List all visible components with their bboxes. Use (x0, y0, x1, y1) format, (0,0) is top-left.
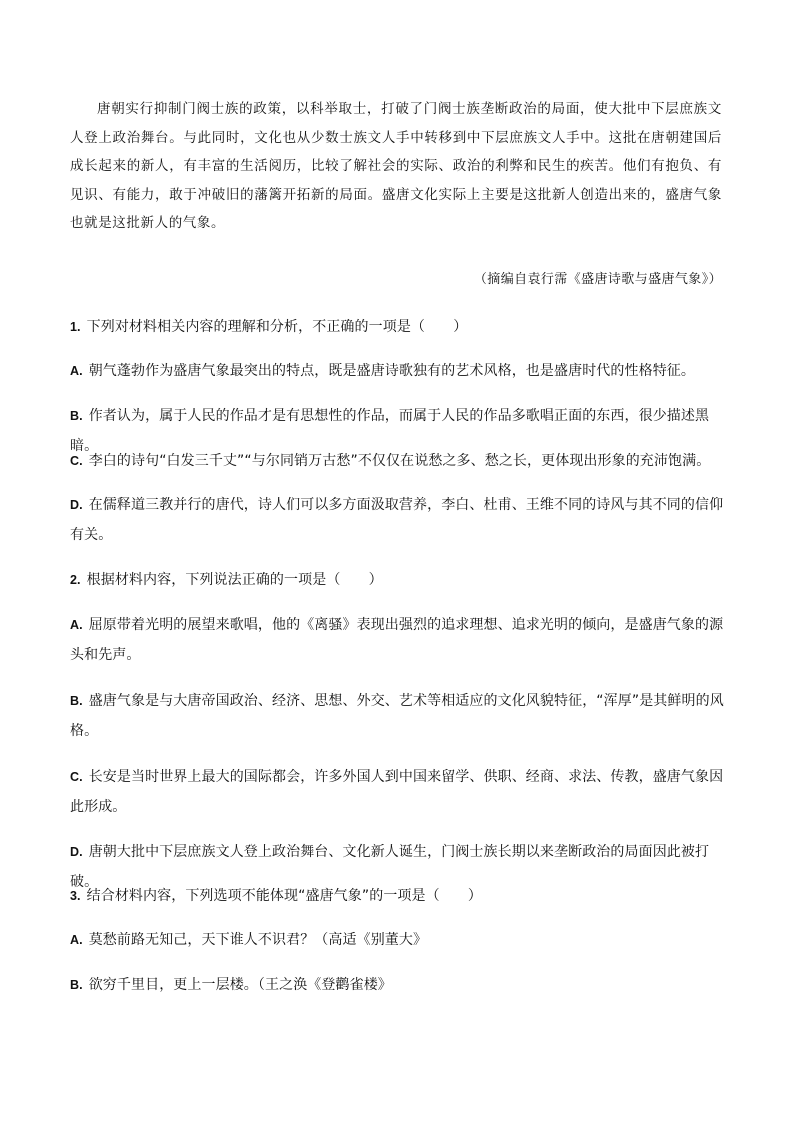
question-text: 根据材料内容，下列说法正确的一项是（ ） (86, 572, 383, 588)
option-letter: D. (70, 498, 83, 512)
option-letter: A. (70, 364, 83, 378)
question-2-stem (70, 565, 724, 595)
question-number: 3. (70, 889, 81, 903)
option-letter: C. (70, 454, 83, 468)
option-text: 欲穷千里目，更上一层楼。（王之涣《登鹳雀楼》 (88, 977, 392, 993)
question-text: 下列对材料相关内容的理解和分析，不正确的一项是（ ） (86, 319, 468, 335)
option-text: 朝气蓬勃作为盛唐气象最突出的特点，既是盛唐诗歌独有的艺术风格，也是盛唐时代的性格特征。 (88, 363, 696, 379)
question-1-stem (70, 312, 724, 342)
option-letter: D. (70, 845, 83, 859)
option-text: 李白的诗句“白发三千丈”“与尔同销万古愁”不仅仅在说愁之多、愁之长，更体现出形象的充沛饱满。 (88, 453, 711, 469)
passage-paragraph: 唐朝实行抑制门阀士族的政策，以科举取士，打破了门阀士族垄断政治的局面，使大批中下层庶族文人登上政治舞台。与此同时，文化也从少数士族文人手中转移到中下层庶族文人手中。这批在唐朝建国后成长起来的新人，有丰富的生活阅历，比较了解社会的实际、政治的利弊和民生的疾苦。他们有抱负、有见识、有能力，敢于冲破旧的藩篱开拓新的局面。盛唐文化实际上主要是这批新人创造出来的，盛唐气象也就是这批新人的气象。 (70, 101, 722, 231)
question-2-option-c (70, 762, 724, 822)
question-1-option-d (70, 490, 724, 550)
question-1-option-c (70, 446, 724, 476)
option-letter: B. (70, 694, 83, 708)
option-letter: A. (70, 933, 83, 947)
question-3-option-b (70, 970, 724, 1000)
option-letter: B. (70, 978, 83, 992)
passage-source: （摘编自袁行霈《盛唐诗歌与盛唐气象》） (473, 272, 722, 287)
question-number: 1. (70, 320, 81, 334)
option-text: 唐朝大批中下层庶族文人登上政治舞台、文化新人诞生，门阀士族长期以来垄断政治的局面因此被打破。 (70, 844, 710, 890)
question-3-option-a (70, 925, 724, 955)
question-2-option-b (70, 686, 724, 746)
option-letter: C. (70, 770, 83, 784)
question-text: 结合材料内容，下列选项不能体现“盛唐气象”的一项是（ ） (86, 888, 483, 904)
question-number: 2. (70, 573, 81, 587)
option-text: 屈原带着光明的展望来歌唱，他的《离骚》表现出强烈的追求理想、追求光明的倾向，是盛唐气象的源头和先声。 (70, 617, 724, 663)
option-text: 盛唐气象是与大唐帝国政治、经济、思想、外交、艺术等相适应的文化风貌特征，“浑厚”是其鲜明的风格。 (70, 693, 724, 739)
option-text: 在儒释道三教并行的唐代，诗人们可以多方面汲取营养，李白、杜甫、王维不同的诗风与其不同的信仰有关。 (70, 497, 724, 543)
option-letter: B. (70, 409, 83, 423)
question-1-option-a (70, 356, 724, 386)
option-letter: A. (70, 618, 83, 632)
option-text: 作者认为，属于人民的作品才是有思想性的作品，而属于人民的作品多歌唱正面的东西，很少描述黑暗。 (70, 408, 710, 454)
option-text: 长安是当时世界上最大的国际都会，许多外国人到中国来留学、供职、经商、求法、传教，盛唐气象因此形成。 (70, 769, 724, 815)
question-3-stem (70, 881, 724, 911)
question-2-option-a (70, 610, 724, 670)
option-text: 莫愁前路无知己，天下谁人不识君？（高适《别董大》 (88, 932, 428, 948)
